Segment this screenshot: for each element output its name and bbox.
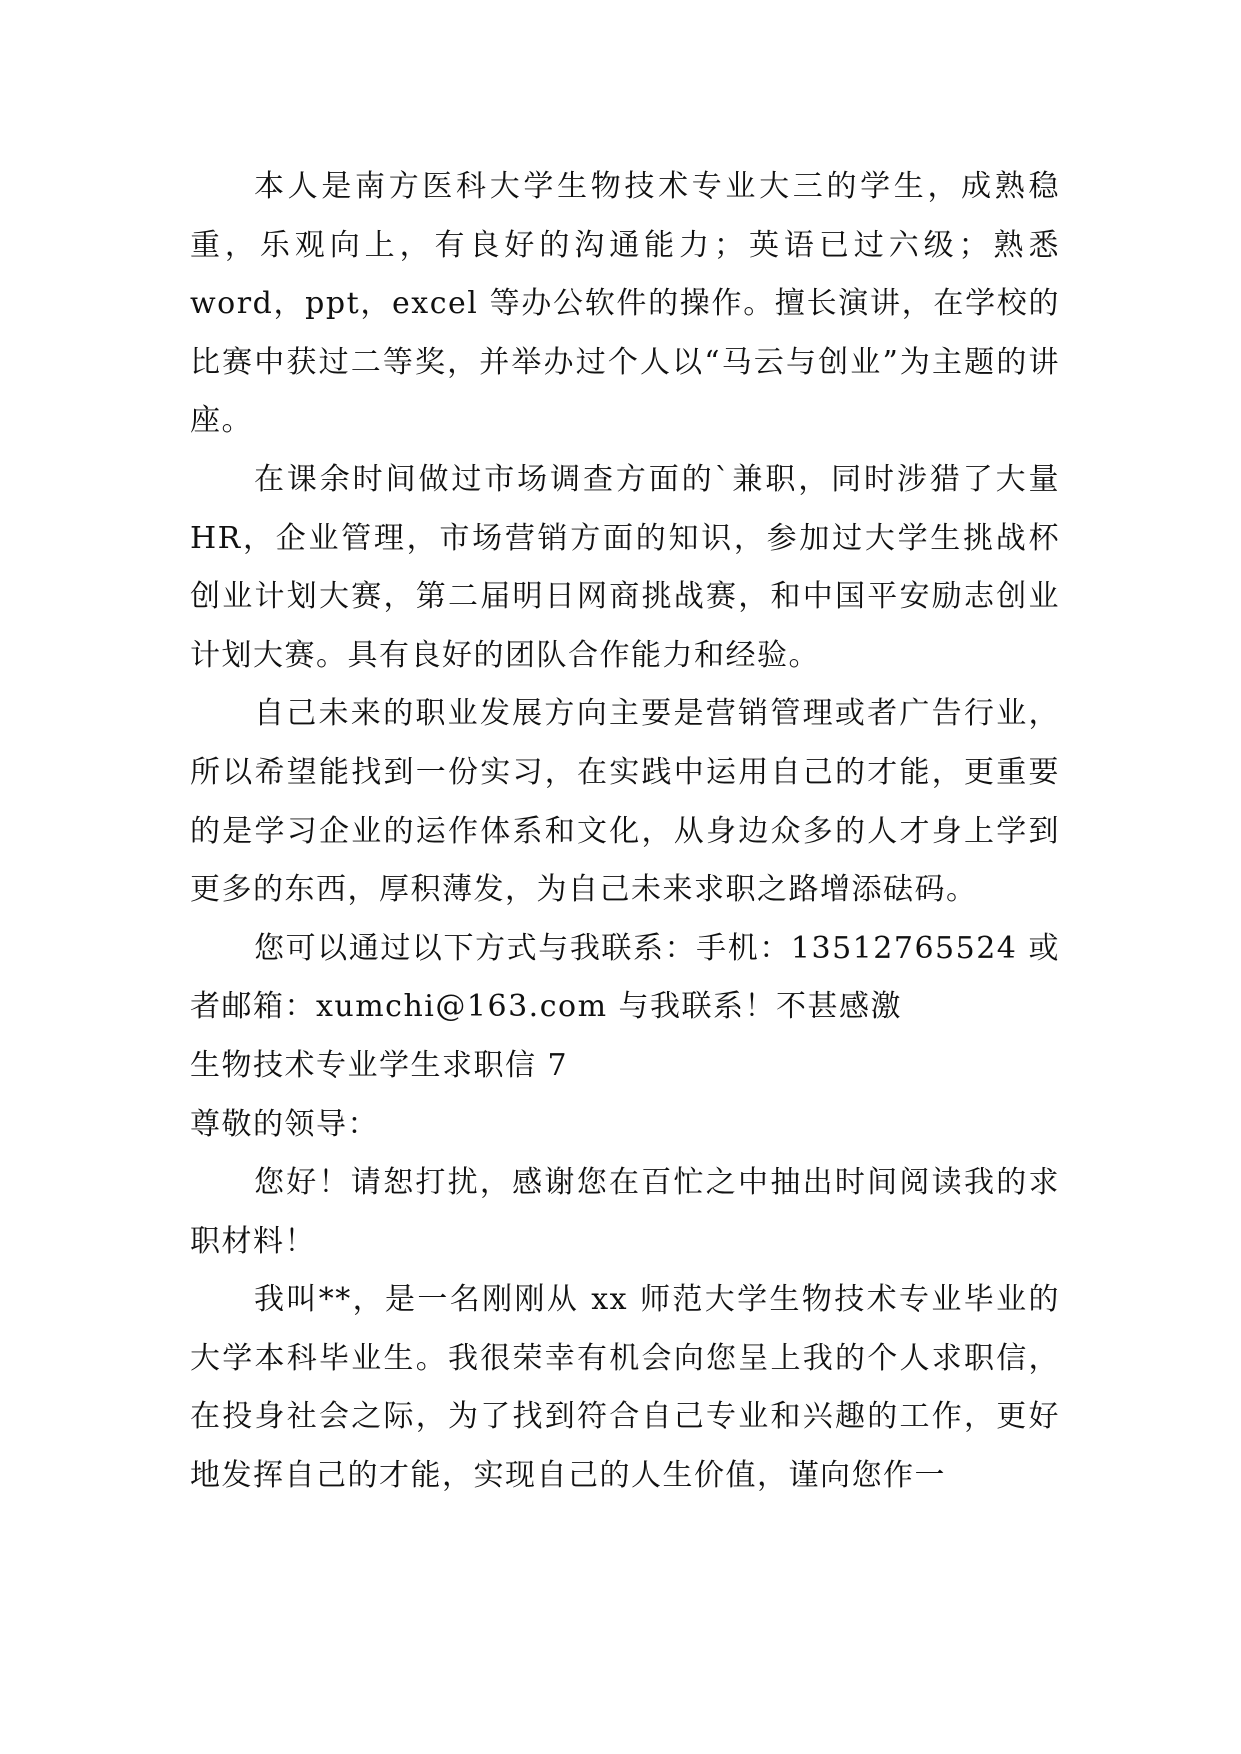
salutation: 尊敬的领导： <box>190 1106 379 1142</box>
paragraph-contact: 您可以通过以下方式与我联系：手机：13512765524 或者邮箱：xumchi@163.com 与我联系！不甚感激 <box>190 930 1060 1025</box>
paragraph-greeting: 您好！请恕打扰，感谢您在百忙之中抽出时间阅读我的求职材料！ <box>190 1165 1060 1259</box>
letter-heading: 生物技术专业学生求职信 7 <box>190 1047 569 1083</box>
document-page <box>190 158 1060 1506</box>
paragraph-career-goal: 自己未来的职业发展方向主要是营销管理或者广告行业，所以希望能找到一份实习，在实践中运用自己的才能，更重要的是学习企业的运作体系和文化，从身边众多的人才身上学到更多的东西，厚积薄发，为自己未来求职之路增添砝码。 <box>190 696 1060 908</box>
paragraph-introduction: 我叫**，是一名刚刚从 xx 师范大学生物技术专业毕业的大学本科毕业生。我很荣幸有机会向您呈上我的个人求职信，在投身社会之际，为了找到符合自己专业和兴趣的工作，更好地发挥自己的才能，实现自己的人生价值，谨向您作一 <box>190 1282 1060 1494</box>
paragraph-self-intro: 本人是南方医科大学生物技术专业大三的学生，成熟稳重，乐观向上，有良好的沟通能力；英语已过六级；熟悉word，ppt，excel 等办公软件的操作。擅长演讲，在学校的比赛中获过二等奖，并举办过个人以“马云与创业”为主题的讲座。 <box>190 169 1060 439</box>
paragraph-experience: 在课余时间做过市场调查方面的`兼职，同时涉猎了大量HR，企业管理，市场营销方面的知识，参加过大学生挑战杯创业计划大赛，第二届明日网商挑战赛，和中国平安励志创业计划大赛。具有良好的团队合作能力和经验。 <box>190 461 1060 673</box>
